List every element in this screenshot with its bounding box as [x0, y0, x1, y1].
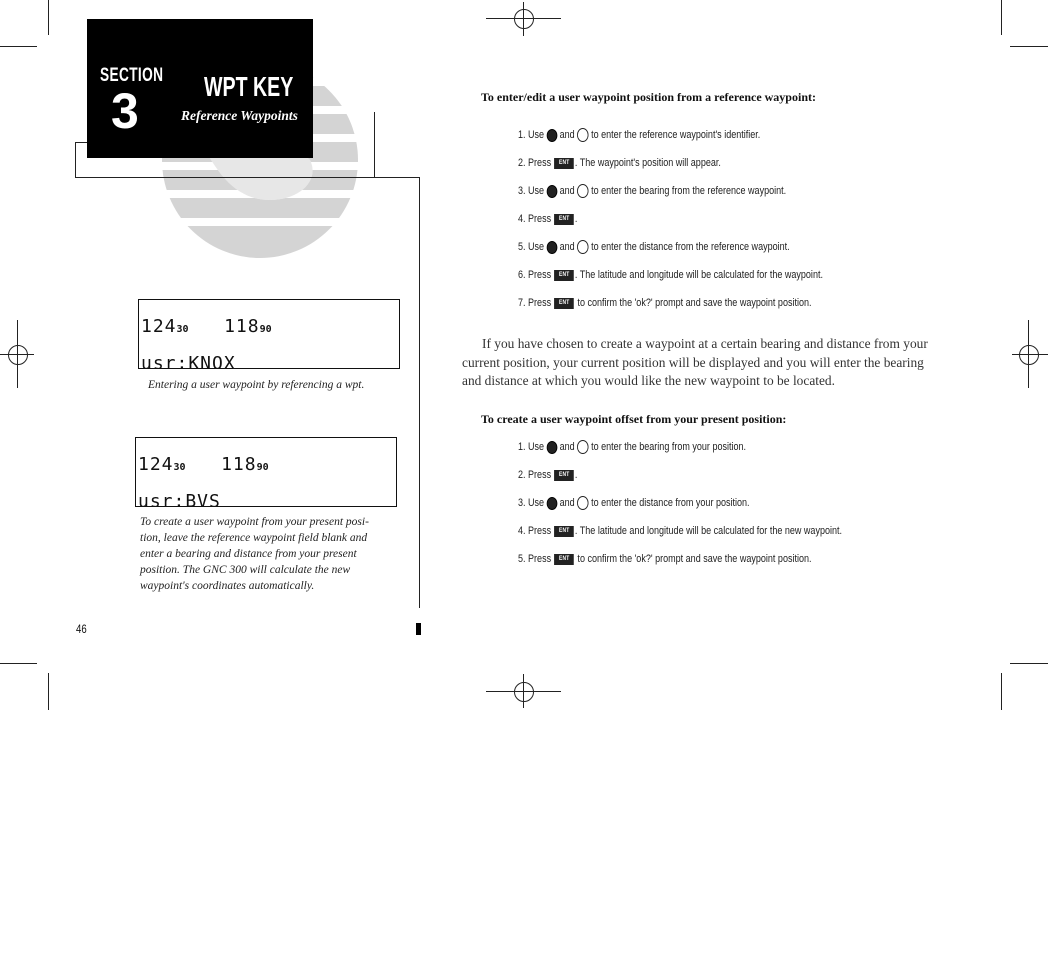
frame-line [75, 177, 420, 178]
crop-mark [0, 663, 37, 664]
frame-line [75, 142, 76, 178]
lcd-line: usr:KNOX [141, 353, 236, 369]
open-knob-icon [577, 128, 588, 142]
body-paragraph: If you have chosen to create a waypoint at a certain bearing and distance from your current position, your current position will be displayed and you will enter the bearing and distance at which you would like the new waypoint to be located. [462, 336, 928, 388]
frame-marker [416, 623, 421, 635]
display-caption [140, 514, 400, 594]
ent-key-icon: ENT [554, 470, 574, 481]
step-item: 1. Use and to enter the reference waypoint's identifier. [518, 129, 761, 141]
crop-mark [1001, 673, 1002, 710]
section-heading: To enter/edit a user waypoint position from a reference waypoint: [481, 90, 816, 104]
step-item: 2. Press ENT . [518, 469, 578, 481]
ent-key-icon: ENT [554, 554, 574, 565]
caption-line: To create a user waypoint from your present posi- [140, 516, 369, 528]
frame-line [419, 177, 420, 608]
caption-line: waypoint's coordinates automatically. [140, 580, 315, 592]
ent-key-icon: ENT [554, 526, 574, 537]
crop-mark [48, 673, 49, 710]
lcd-display [138, 299, 400, 369]
crop-mark [0, 46, 37, 47]
step-item: 2. Press ENT . The waypoint's position will appear. [518, 157, 721, 169]
step-item: 4. Press ENT . The latitude and longitude will be calculated for the new waypoint. [518, 525, 843, 537]
step-item: 3. Use and to enter the distance from your position. [518, 497, 750, 509]
frame-line [374, 112, 375, 177]
crop-mark [1010, 663, 1048, 664]
caption-line: enter a bearing and distance from your present [140, 548, 357, 560]
step-item: 1. Use and to enter the bearing from your position. [518, 441, 747, 453]
display-caption: Entering a user waypoint by referencing a wpt. [148, 379, 365, 391]
open-knob-icon [577, 440, 588, 454]
step-item: 5. Use and to enter the distance from the reference waypoint. [518, 241, 790, 253]
open-knob-icon [577, 496, 588, 510]
step-item: 6. Press ENT . The latitude and longitude will be calculated for the waypoint. [518, 269, 823, 281]
filled-knob-icon [547, 241, 558, 254]
lcd-display [135, 437, 397, 507]
crop-mark [1010, 46, 1048, 47]
lcd-line: usr:BVS [138, 491, 221, 507]
section-word: SECTION [100, 65, 164, 86]
step-item: 3. Use and to enter the bearing from the reference waypoint. [518, 185, 787, 197]
crop-mark [48, 0, 49, 35]
ent-key-icon: ENT [554, 158, 574, 169]
crop-mark [1001, 0, 1002, 35]
step-item: 4. Press ENT . [518, 213, 578, 225]
caption-line: position. The GNC 300 will calculate the new [140, 564, 351, 576]
key-title: WPT KEY [204, 71, 294, 102]
filled-knob-icon [547, 441, 558, 454]
lcd-line: 12430 11890 [138, 454, 269, 475]
ent-key-icon: ENT [554, 298, 574, 309]
lcd-line: 12430 11890 [141, 316, 272, 337]
section-subtitle: Reference Waypoints [181, 108, 298, 123]
filled-knob-icon [547, 497, 558, 510]
open-knob-icon [577, 184, 588, 198]
ent-key-icon: ENT [554, 270, 574, 281]
section-header [87, 19, 313, 158]
step-item: 7. Press ENT to confirm the 'ok?' prompt and save the waypoint position. [518, 297, 812, 309]
section-number: 3 [111, 83, 139, 139]
section-heading: To create a user waypoint offset from your present position: [481, 412, 787, 426]
filled-knob-icon [547, 129, 558, 142]
frame-line [75, 142, 87, 143]
step-item: 5. Press ENT to confirm the 'ok?' prompt and save the waypoint position. [518, 553, 812, 565]
open-knob-icon [577, 240, 588, 254]
ent-key-icon: ENT [554, 214, 574, 225]
page-number: 46 [76, 622, 87, 636]
filled-knob-icon [547, 185, 558, 198]
caption-line: tion, leave the reference waypoint field blank and [140, 532, 368, 544]
